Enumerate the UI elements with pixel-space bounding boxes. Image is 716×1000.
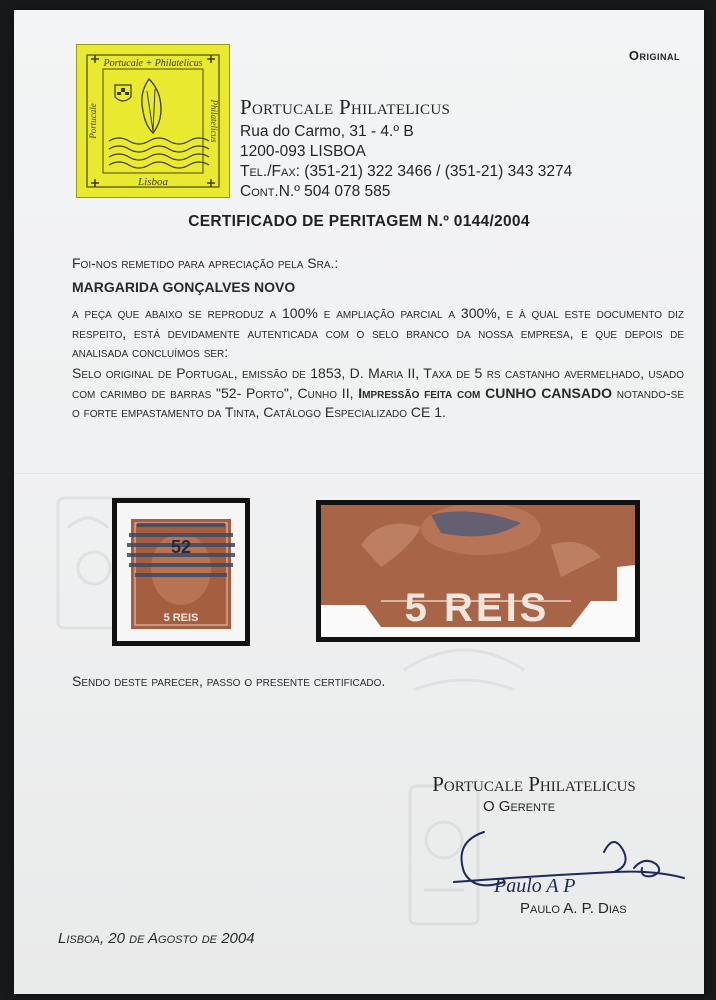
stamp-value-small: 5 REIS xyxy=(163,612,199,624)
logo-left-text: Portucale xyxy=(88,103,98,139)
description-2-bold: Impressão feita com CUNHO CANSADO xyxy=(358,384,612,401)
embossed-seal-center xyxy=(394,630,534,710)
stamp-full-svg xyxy=(117,503,245,641)
place-and-date: Lisboa, 20 de Agosto de 2004 xyxy=(58,930,255,947)
recipient-name: MARGARIDA GONÇALVES NOVO xyxy=(72,279,296,295)
address-line-2: 1200-093 LISBOA xyxy=(240,143,366,160)
fold-line xyxy=(14,473,704,475)
certificate-title: CERTIFICADO DE PERITAGEM N.º 0144/2004 xyxy=(188,213,530,230)
logo-right-text: Philatelicus xyxy=(209,99,219,143)
logo-top-text: Portucale + Philatelicus xyxy=(103,58,203,69)
description-2a: Selo original de Portugal, emissão de 1853, D. Maria II, Taxa de 5 rs castanho avermelhado, usado com carimbo de barras "52- Porto", Cunho II, xyxy=(72,365,684,401)
signatory-name: Paulo A. P. Dias xyxy=(520,900,627,917)
logo-bottom-text: Lisboa xyxy=(138,176,168,188)
signature-block xyxy=(432,772,704,815)
stamp-value-large: 5 REIS xyxy=(404,586,550,630)
phone-fax: Tel./Fax: (351-21) 322 3466 / (351-21) 343 3274 xyxy=(240,163,573,180)
logo-emblem xyxy=(77,45,229,197)
cancel-number: 52 xyxy=(170,537,192,557)
original-label: Original xyxy=(628,48,680,63)
address-line-1: Rua do Carmo, 31 - 4.º B xyxy=(240,123,414,140)
tax-id: Cont.N.º 504 078 585 xyxy=(240,183,391,200)
description-2c: notando-se o forte empastamento da Tinta, Catálogo Especializado CE 1. xyxy=(72,384,685,420)
stamp-image-full xyxy=(112,498,250,646)
company-logo xyxy=(76,44,230,198)
sent-by-line: Foi-nos remetido para apreciação pela Sra.: xyxy=(72,255,339,271)
description-paragraph-2 xyxy=(72,364,684,423)
closing-statement: Sendo deste parecer, passo o presente certificado. xyxy=(72,673,386,689)
signature-handwriting: Paulo A P xyxy=(494,875,576,897)
company-name: Portucale Philatelicus xyxy=(240,95,451,119)
handwritten-signature xyxy=(444,822,694,912)
certificate-page xyxy=(14,10,704,994)
company-header xyxy=(240,96,572,202)
stamp-image-enlarged xyxy=(316,500,640,642)
signature-role: O Gerente xyxy=(482,798,556,815)
signature-company: Portucale Philatelicus xyxy=(432,772,636,796)
description-paragraph-1: a peça que abaixo se reproduz a 100% e ampliação parcial a 300%, e à qual este documento diz respeito, está devidamente autenticada com o selo branco da nossa empresa, e que depois de analisada concluímos ser: xyxy=(72,305,684,360)
stamp-enlarged-svg xyxy=(321,505,635,637)
